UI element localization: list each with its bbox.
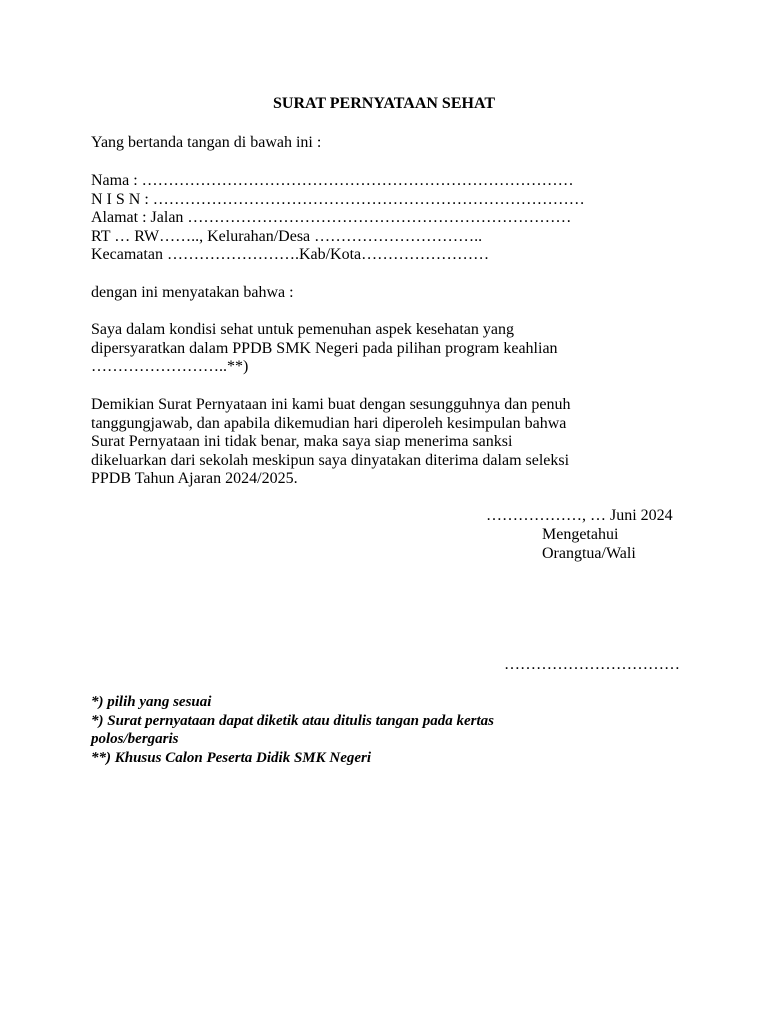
declaration-intro — [91, 284, 691, 303]
intro-text — [91, 134, 691, 153]
statement-line: ……………………..**) — [91, 358, 249, 375]
closing-line: Surat Pernyataan ini tidak benar, maka saya siap menerima sanksi — [91, 433, 513, 450]
footnotes — [91, 693, 691, 767]
guardian-label: Orangtua/Wali — [542, 544, 636, 562]
footnote: polos/bergaris — [91, 731, 179, 747]
closing-line: Demikian Surat Pernyataan ini kami buat dengan sesungguhnya dan penuh — [91, 396, 571, 413]
field-rt-rw: RT … RW…….., Kelurahan/Desa ………………………….. — [91, 227, 483, 245]
field-nama: Nama : ……………………………………………………………………… — [91, 172, 574, 189]
identity-fields — [91, 172, 691, 265]
footnote: *) Surat pernyataan dapat diketik atau ditulis tangan pada kertas — [91, 712, 494, 729]
field-nisn: N I S N : ……………………………………………………………………… — [91, 190, 585, 208]
signature-block — [542, 526, 636, 563]
declaration-line: dengan ini menyatakan bahwa : — [91, 284, 294, 301]
statement-line: Saya dalam kondisi sehat untuk pemenuhan aspek kesehatan yang — [91, 321, 514, 338]
field-alamat: Alamat : Jalan ……………………………………………………………… — [91, 209, 572, 226]
statement-line: dipersyaratkan dalam PPDB SMK Negeri pada pilihan program keahlian — [91, 339, 558, 357]
closing-line: dikeluarkan dari sekolah meskipun saya dinyatakan diterima dalam seleksi — [91, 451, 570, 469]
date-line: ………………, … Juni 2024 — [486, 507, 673, 524]
closing-line: tanggungjawab, dan apabila dikemudian hari diperoleh kesimpulan bahwa — [91, 414, 567, 432]
intro-line: Yang bertanda tangan di bawah ini : — [91, 134, 322, 151]
footnote: **) Khusus Calon Peserta Didik SMK Negeri — [91, 749, 372, 766]
field-kecamatan: Kecamatan …………………….Kab/Kota…………………… — [91, 246, 490, 263]
signature-line: …………………………… — [504, 656, 680, 673]
health-statement — [91, 321, 691, 377]
closing-paragraph — [91, 396, 691, 489]
footnote: *) pilih yang sesuai — [91, 694, 212, 710]
acknowledge-label: Mengetahui — [542, 526, 619, 543]
document-title: SURAT PERNYATAAN SEHAT — [273, 95, 495, 112]
closing-line: PPDB Tahun Ajaran 2024/2025. — [91, 470, 298, 487]
